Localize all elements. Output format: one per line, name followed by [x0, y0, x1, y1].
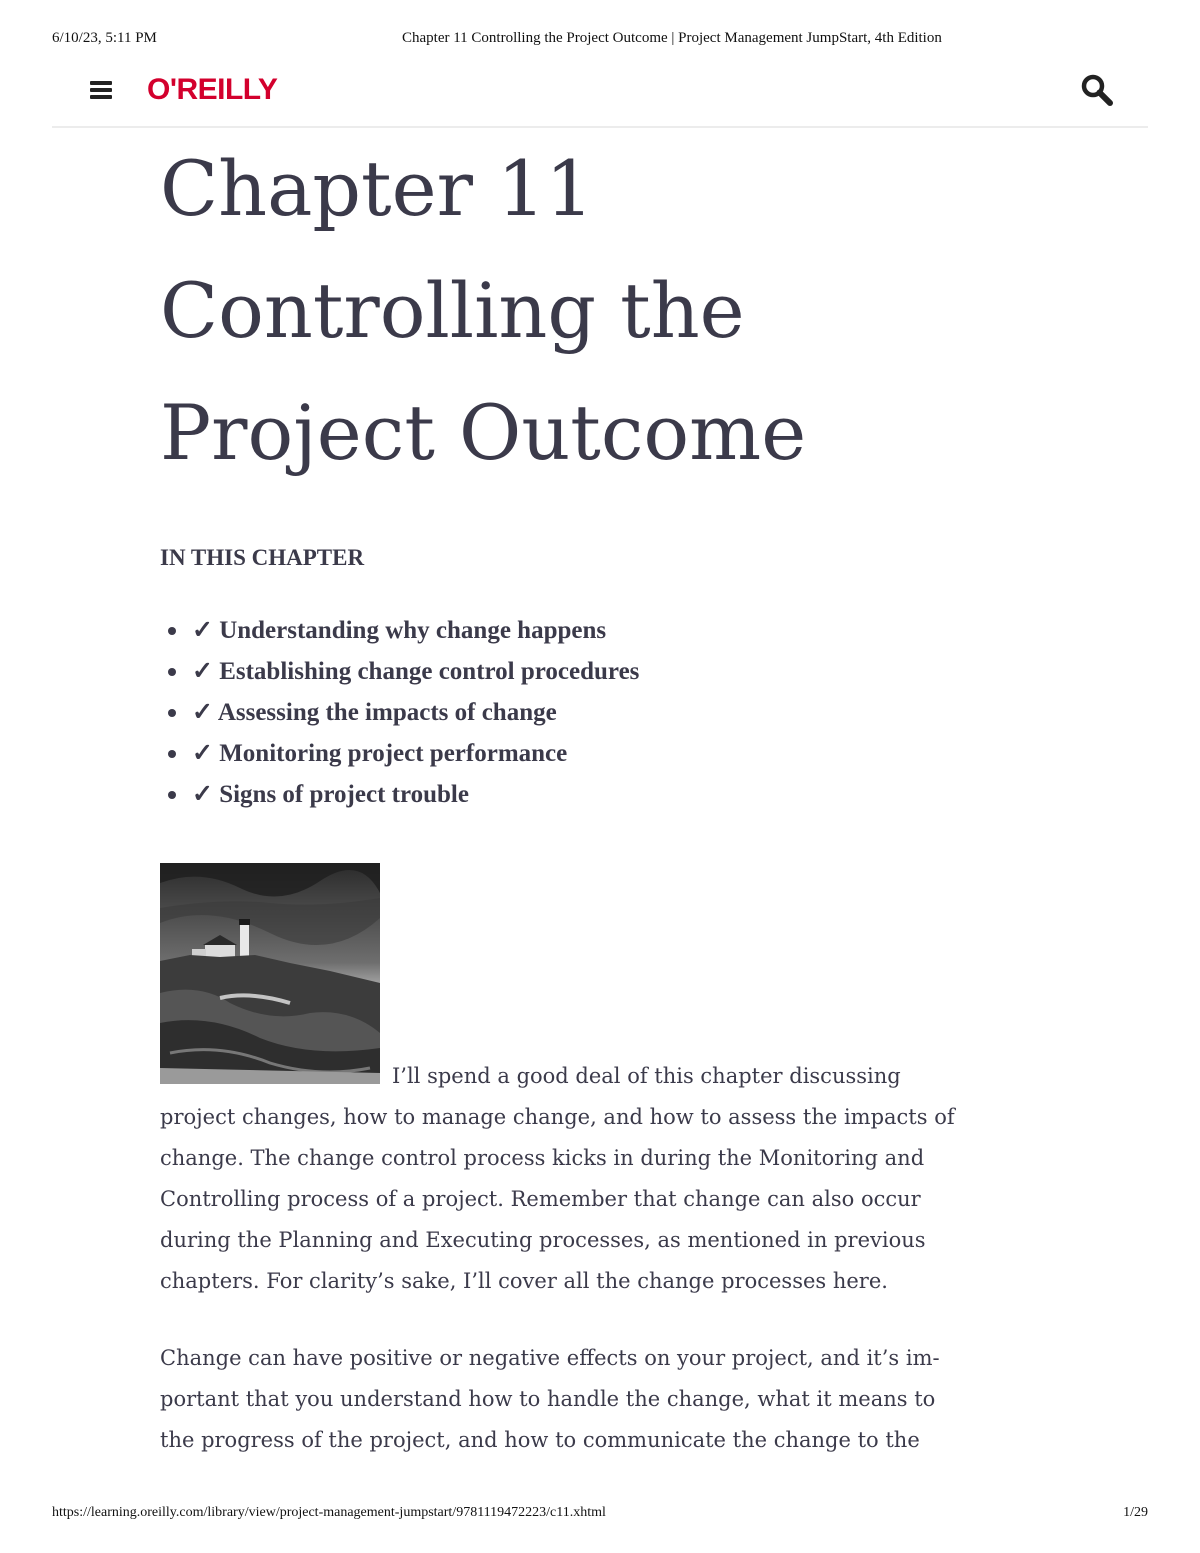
chapter-title-line: Controlling the	[160, 266, 745, 355]
paragraph	[160, 1097, 1010, 1302]
search-icon[interactable]	[1079, 72, 1115, 108]
hamburger-menu-icon[interactable]	[88, 78, 116, 102]
top-navigation-bar	[52, 62, 1148, 128]
chapter-title-line: Project Outcome	[160, 388, 807, 477]
chapter-title	[160, 128, 1010, 494]
paragraph-line: the progress of the project, and how to communicate the change to the	[160, 1428, 920, 1452]
paragraph-line: Change can have positive or negative effects on your project, and it’s im-	[160, 1346, 940, 1370]
chapter-content	[160, 128, 1010, 1452]
paragraph-line: chapters. For clarity’s sake, I’ll cover all the change processes here.	[160, 1269, 888, 1293]
print-page-title: Chapter 11 Controlling the Project Outcome | Project Management JumpStart, 4th Edition	[402, 30, 942, 46]
page-url: https://learning.oreilly.com/library/view/project-management-jumpstart/9781119472223/c11.xhtml	[52, 1505, 606, 1520]
list-item: ✓ Signs of project trouble	[160, 774, 639, 815]
print-date: 6/10/23, 5:11 PM	[52, 30, 157, 46]
paragraph-line: project changes, how to manage change, and how to assess the impacts of	[160, 1105, 955, 1129]
paragraph-line: Controlling process of a project. Remember that change can also occur	[160, 1187, 921, 1211]
chapter-title-line: Chapter 11	[160, 144, 594, 233]
paragraph-line: change. The change control process kicks in during the Monitoring and	[160, 1146, 925, 1170]
paragraph-line: during the Planning and Executing processes, as mentioned in previous	[160, 1228, 926, 1252]
print-header	[52, 30, 1148, 50]
paragraph-line: portant that you understand how to handle the change, what it means to	[160, 1387, 936, 1411]
oreilly-logo[interactable]: O'REILLY	[147, 73, 278, 106]
list-item: ✓ Understanding why change happens	[160, 610, 639, 651]
page-number: 1/29	[1123, 1505, 1148, 1520]
list-item: ✓ Assessing the impacts of change	[160, 692, 639, 733]
list-item: ✓ Establishing change control procedures	[160, 651, 639, 692]
lighthouse-image	[160, 863, 380, 1084]
paragraph	[160, 1338, 1010, 1461]
print-footer	[52, 1505, 1148, 1523]
chapter-highlights-list	[160, 610, 639, 815]
section-heading: IN THIS CHAPTER	[160, 545, 365, 570]
list-item: ✓ Monitoring project performance	[160, 733, 639, 774]
paragraph-first-line: I’ll spend a good deal of this chapter discussing	[392, 1064, 901, 1088]
